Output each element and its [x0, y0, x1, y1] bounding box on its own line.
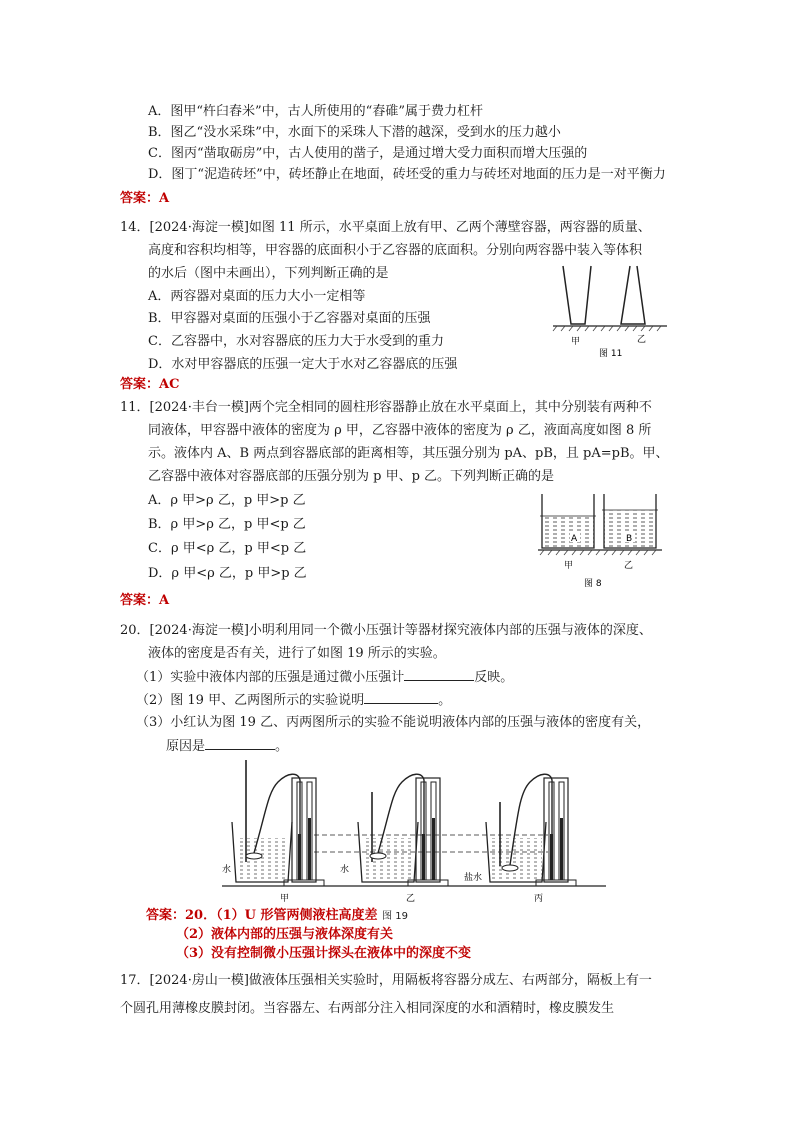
q11-stem-line3: 示。液体内 A、B 两点到容器底部的距离相等，其压强分别为 pA、pB，且 pA=pB。甲、	[148, 446, 669, 461]
setup-jia	[222, 760, 324, 904]
q20-stem-line1: 20．[2024·海淀一模]小明利用同一个微小压强计等器材探究液体内部的压强与液体的深度、	[120, 623, 652, 638]
fig8-label-yi: 乙	[624, 561, 634, 571]
q20-answer-2: （2）液体内部的压强与液体深度有关	[176, 927, 394, 942]
point-a-label: A	[571, 534, 578, 544]
q17-stem-line2: 个圆孔用薄橡皮膜封闭。当容器左、右两部分注入相同深度的水和酒精时，橡皮膜发生	[120, 1001, 615, 1016]
label-brine: 盐水	[464, 873, 483, 883]
q20-sub2-suffix: 。	[438, 693, 452, 708]
fig11-label-jia: 甲	[571, 337, 581, 347]
setup-bing	[464, 774, 576, 904]
q17-stem-line1: 17．[2024·房山一模]做液体压强相关实验时，用隔板将容器分成左、右两部分，隔板上有一	[120, 973, 652, 988]
q11-option-c: C．ρ 甲<ρ 乙，p 甲<p 乙	[148, 541, 307, 556]
q14-option-b: B．甲容器对桌面的压强小于乙容器对桌面的压强	[148, 311, 431, 326]
q11-option-a: A．ρ 甲>ρ 乙，p 甲>p 乙	[148, 493, 306, 508]
label-water-yi: 水	[340, 865, 350, 875]
q20-blank-3	[205, 737, 275, 750]
q11-stem-line1: 11．[2024·丰台一模]两个完全相同的圆柱形容器静止放在水平桌面上，其中分别装有两种不	[120, 400, 652, 415]
q14-stem-line3: 的水后（图中未画出），下列判断正确的是	[148, 266, 389, 281]
q11-stem-line2: 同液体，甲容器中液体的密度为 ρ 甲，乙容器中液体的密度为 ρ 乙，液面高度如图 8 所	[148, 423, 652, 438]
q13-option-a: A．图甲“杵臼舂米”中，古人所使用的“舂碓”属于费力杠杆	[148, 104, 483, 119]
label-yi: 乙	[406, 894, 416, 904]
q20-blank-1	[404, 668, 474, 681]
fig8-label-jia: 甲	[564, 561, 574, 571]
q14-stem-line1: 14．[2024·海淀一模]如图 11 所示，水平桌面上放有甲、乙两个薄壁容器，两容器的质量、	[120, 220, 651, 235]
q20-stem-line2: 液体的密度是否有关，进行了如图 19 所示的实验。	[148, 646, 446, 661]
q20-sub1	[136, 668, 513, 687]
figure-11	[545, 262, 675, 362]
q13-option-d: D．图丁“泥造砖坯”中，砖坯静止在地面，砖坯受的重力与砖坯对地面的压力是一对平衡力	[148, 167, 666, 182]
q14-option-a: A．两容器对桌面的压力大小一定相等	[148, 289, 366, 304]
q20-sub1-prefix: （1）实验中液体内部的压强是通过微小压强计	[136, 670, 405, 685]
q14-option-c: C．乙容器中，水对容器底的压力大于水受到的重力	[148, 334, 444, 349]
q20-sub3-prefix: 原因是	[166, 739, 206, 754]
fig8-caption: 图 8	[584, 579, 602, 589]
container-jia	[563, 266, 591, 324]
q13-answer: 答案：A	[120, 191, 170, 206]
q20-answer-part1: （1）U 形管两侧液柱高度差	[216, 908, 378, 923]
setup-yi	[340, 774, 448, 904]
q13-option-c: C．图丙“凿取砺房”中，古人使用的凿子，是通过增大受力面积而增大压强的	[148, 146, 588, 161]
point-b-label: B	[626, 534, 633, 544]
container-yi	[621, 266, 645, 324]
label-jia: 甲	[280, 894, 290, 904]
q20-answer-3: （3）没有控制微小压强计探头在液体中的深度不变	[176, 946, 472, 961]
q20-answer-1	[146, 907, 408, 926]
q20-blank-2	[364, 691, 438, 704]
q20-sub3-line1: （3）小红认为图 19 乙、丙两图所示的实验不能说明液体内部的压强与液体的密度有关，	[136, 715, 651, 730]
q20-sub3-suffix: 。	[275, 739, 289, 754]
q20-answer-number: 20．	[185, 908, 217, 923]
fig11-caption: 图 11	[599, 349, 623, 359]
q11-answer: 答案：A	[120, 593, 170, 608]
figure-8	[536, 492, 666, 592]
figure-19	[218, 752, 610, 904]
q11-option-d: D．ρ 甲<ρ 乙，p 甲>p 乙	[148, 566, 307, 581]
liquid-jia	[542, 516, 594, 548]
fig11-label-yi: 乙	[637, 335, 647, 345]
q20-sub2-prefix: （2）图 19 甲、乙两图所示的实验说明	[136, 693, 365, 708]
q20-answer-fig-caption: 图 19	[382, 911, 408, 922]
q20-sub2	[136, 691, 451, 710]
q11-stem-line4: 乙容器中液体对容器底部的压强分别为 p 甲、p 乙。下列判断正确的是	[148, 469, 555, 484]
q14-answer: 答案：AC	[120, 377, 180, 392]
q13-option-b: B．图乙“没水采珠”中，水面下的采珠人下潜的越深，受到水的压力越小	[148, 125, 561, 140]
q14-stem-line2: 高度和容积均相等，甲容器的底面积小于乙容器的底面积。分别向两容器中装入等体积	[148, 243, 643, 258]
label-bing: 丙	[534, 894, 544, 904]
q14-option-d: D．水对甲容器底的压强一定大于水对乙容器底的压强	[148, 357, 458, 372]
label-water-jia: 水	[222, 865, 232, 875]
q11-option-b: B．ρ 甲>ρ 乙，p 甲<p 乙	[148, 517, 306, 532]
q20-answer-prefix: 答案：	[146, 908, 186, 923]
q20-sub1-suffix: 反映。	[474, 670, 514, 685]
